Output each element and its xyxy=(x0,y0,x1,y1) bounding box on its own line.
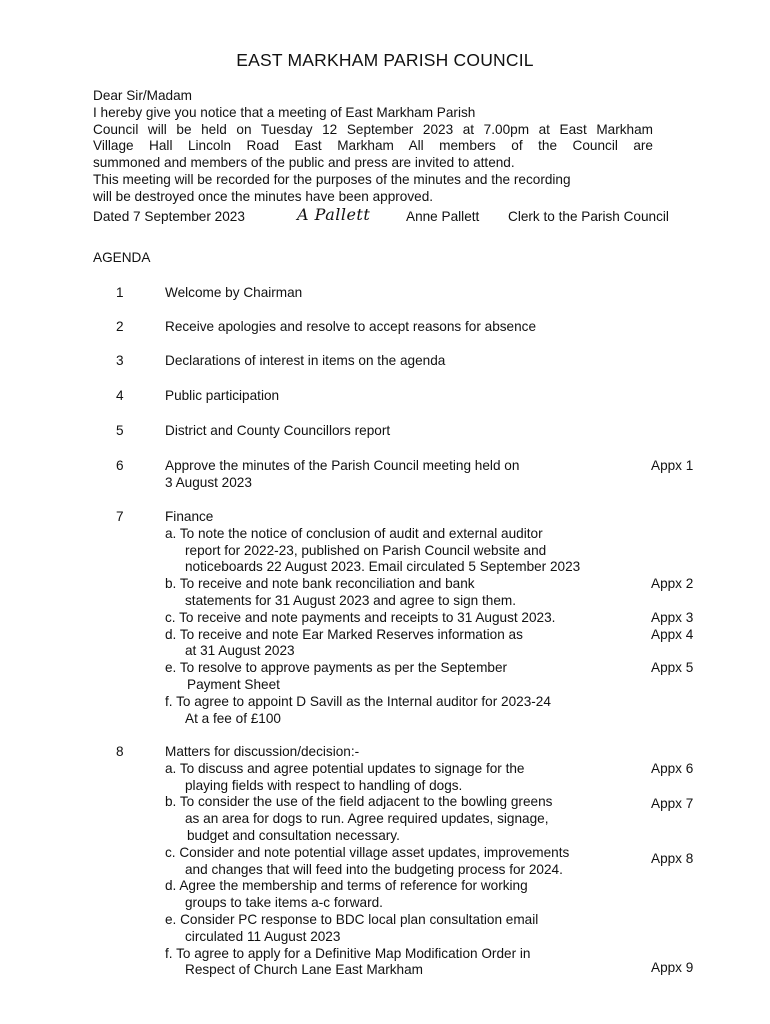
sub-item-line: budget and consultation necessary. xyxy=(187,827,400,843)
letter-line: summoned and members of the public and press are invited to attend. xyxy=(93,155,515,171)
sub-item-line: noticeboards 22 August 2023. Email circulated 5 September 2023 xyxy=(185,559,581,575)
item-text: Public participation xyxy=(165,388,280,403)
sub-item-line: d. Agree the membership and terms of reference for working xyxy=(165,878,528,894)
item-text: Declarations of interest in items on the agenda xyxy=(165,353,446,368)
sub-item-line: Respect of Church Lane East Markham xyxy=(185,962,424,978)
agenda-heading: AGENDA xyxy=(93,250,151,265)
sub-item-line: f. To agree to apply for a Definitive Map Modification Order in xyxy=(165,945,531,961)
appendix-ref: Appx 7 xyxy=(651,796,694,811)
sub-item-line: and changes that will feed into the budgeting process for 2024. xyxy=(185,861,563,877)
letter-line: Council will be held on Tuesday 12 September 2023 at 7.00pm at East Markham xyxy=(93,121,653,137)
signatory-role: Clerk to the Parish Council xyxy=(508,209,669,224)
sub-item-line: e. Consider PC response to BDC local plan consultation email xyxy=(165,911,539,927)
sub-item-line: a. To note the notice of conclusion of audit and external auditor xyxy=(165,525,543,541)
appendix-ref: Appx 2 xyxy=(651,576,694,591)
letter-line: will be destroyed once the minutes have been approved. xyxy=(93,188,434,204)
appendix-ref: Appx 1 xyxy=(651,458,694,473)
dated-text: Dated 7 September 2023 xyxy=(93,209,245,224)
page-title: EAST MARKHAM PARISH COUNCIL xyxy=(236,50,534,70)
sub-item-line: statements for 31 August 2023 and agree to sign them. xyxy=(185,592,516,608)
sub-item xyxy=(165,761,645,795)
appendix-ref: Appx 3 xyxy=(651,610,694,625)
item-number: 3 xyxy=(116,353,124,368)
item-number: 4 xyxy=(116,388,124,403)
item-heading: Finance xyxy=(165,509,214,524)
item-number: 6 xyxy=(116,458,124,473)
sub-item-line: playing fields with respect to handling of dogs. xyxy=(185,777,463,793)
sub-item xyxy=(165,610,645,627)
sub-item xyxy=(165,694,645,728)
sub-item xyxy=(165,627,645,661)
sub-item-line: circulated 11 August 2023 xyxy=(185,928,341,944)
sub-item xyxy=(165,845,645,879)
notice-letter xyxy=(93,88,653,206)
sub-item xyxy=(165,660,645,694)
appendix-ref: Appx 4 xyxy=(651,627,694,642)
item-text: District and County Councillors report xyxy=(165,423,391,438)
signatory-name: Anne Pallett xyxy=(406,209,480,224)
sub-item xyxy=(165,946,645,980)
sub-item-line: report for 2022-23, published on Parish Council website and xyxy=(185,542,547,558)
item-text: 3 August 2023 xyxy=(165,474,252,490)
sub-item-line: groups to take items a-c forward. xyxy=(185,895,383,911)
appendix-ref: Appx 5 xyxy=(651,660,694,675)
item-text: Receive apologies and resolve to accept reasons for absence xyxy=(165,319,537,334)
item-number: 1 xyxy=(116,285,124,300)
sub-item-line: a. To discuss and agree potential updates to signage for the xyxy=(165,760,525,776)
sub-item xyxy=(165,912,645,946)
item-number: 5 xyxy=(116,423,124,438)
appendix-ref: Appx 8 xyxy=(651,851,694,866)
appendix-ref: Appx 9 xyxy=(651,960,694,975)
appendix-ref: Appx 6 xyxy=(651,761,694,776)
sub-item-line: as an area for dogs to run. Agree required updates, signage, xyxy=(185,811,549,827)
item-number: 7 xyxy=(116,509,124,524)
salutation: Dear Sir/Madam xyxy=(93,88,192,103)
sub-item xyxy=(165,794,645,844)
sub-item-line: d. To receive and note Ear Marked Reserves information as xyxy=(165,626,523,642)
sub-item xyxy=(165,878,645,912)
letter-line: This meeting will be recorded for the purposes of the minutes and the recording xyxy=(93,171,571,187)
item-number: 2 xyxy=(116,319,124,334)
sub-item-line: c. Consider and note potential village asset updates, improvements xyxy=(165,844,570,860)
letter-line: I hereby give you notice that a meeting of East Markham Parish xyxy=(93,104,476,120)
dated-signature-row xyxy=(93,205,703,229)
sub-item-line: b. To receive and note bank reconciliation and bank xyxy=(165,576,475,592)
sub-item-line: At a fee of £100 xyxy=(185,710,281,726)
sub-item xyxy=(165,526,645,576)
sub-item-line: at 31 August 2023 xyxy=(185,643,295,659)
sub-item-line: Payment Sheet xyxy=(187,676,280,692)
sub-item-line: e. To resolve to approve payments as per the September xyxy=(165,660,508,676)
item-number: 8 xyxy=(116,744,124,759)
sub-item-line: c. To receive and note payments and receipts to 31 August 2023. xyxy=(165,609,556,625)
signature: A Pallett xyxy=(297,205,371,224)
sub-item-line: f. To agree to appoint D Savill as the Internal auditor for 2023-24 xyxy=(165,693,551,709)
sub-item xyxy=(165,576,645,610)
item-text: Welcome by Chairman xyxy=(165,285,303,300)
letter-line: Village Hall Lincoln Road East Markham All members of the Council are xyxy=(93,138,653,154)
item-heading: Matters for discussion/decision:- xyxy=(165,744,360,759)
sub-item-line: b. To consider the use of the field adjacent to the bowling greens xyxy=(165,794,553,810)
item-text: Approve the minutes of the Parish Council meeting held on xyxy=(165,458,520,473)
